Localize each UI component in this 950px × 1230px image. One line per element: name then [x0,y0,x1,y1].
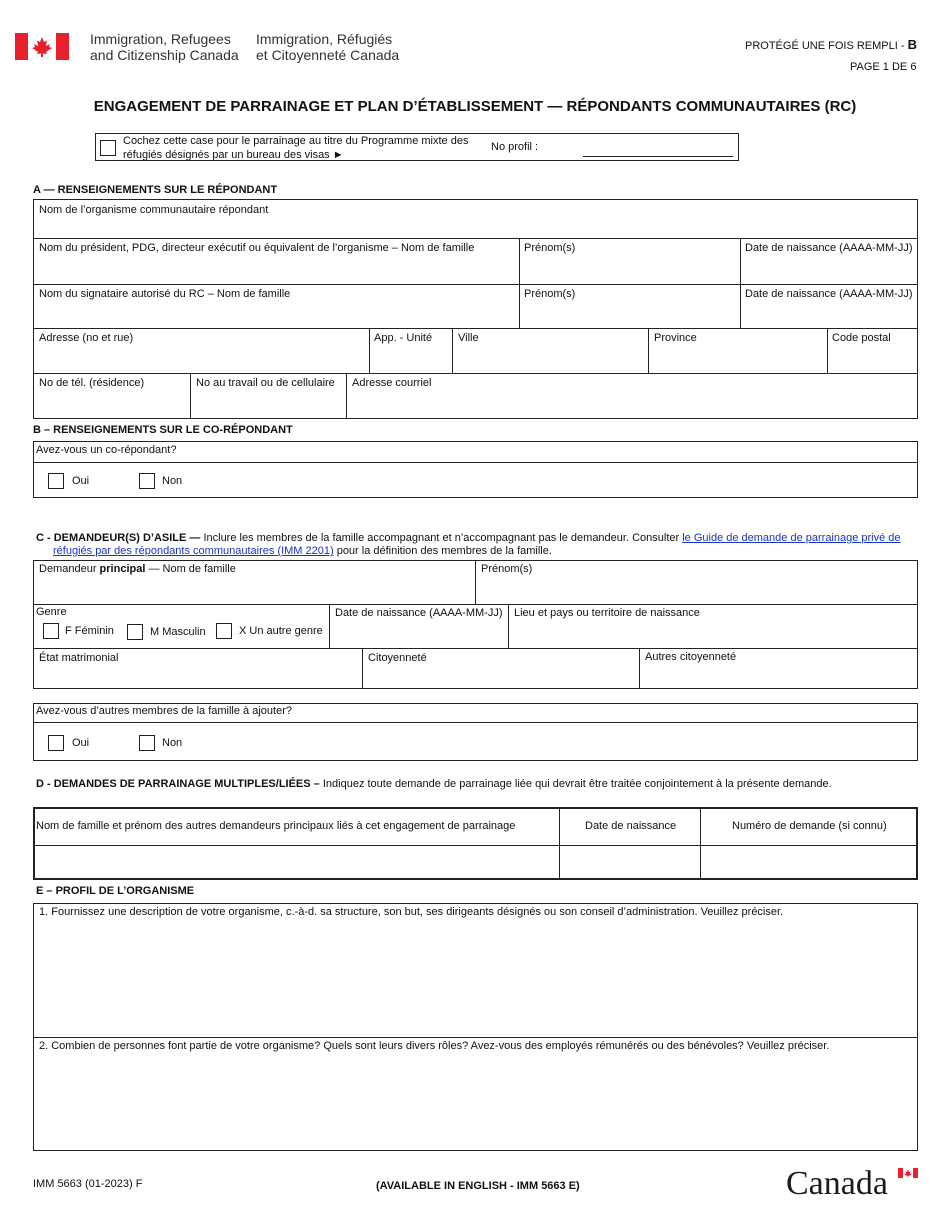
page-number: PAGE 1 DE 6 [850,61,917,73]
postal-code-field[interactable]: Code postal [832,332,891,344]
agency-name-fr-line1: Immigration, Réfugiés [256,31,393,47]
family-no-checkbox[interactable] [139,735,155,751]
section-e-title: E – PROFIL DE L’ORGANISME [36,885,195,897]
org-description-input[interactable] [35,922,916,1035]
gender-label: Genre [36,606,67,618]
principal-family-name-field[interactable] [39,563,236,576]
co-sponsor-question: Avez-vous un co-répondant? [36,444,177,456]
available-in-english: (AVAILABLE IN ENGLISH - IMM 5663 E) [376,1180,580,1192]
profile-number-label: No profil : [491,141,539,153]
section-a-title: A — RENSEIGNEMENTS SUR LE RÉPONDANT [33,184,278,196]
section-d-heading [36,778,832,791]
section-d-intro: Indiquez toute demande de parrainage liée qui devrait être traitée conjointement à la présente demande. [319,778,832,790]
principal-suffix: — Nom de famille [145,563,236,575]
section-d-title: D - DEMANDES DE PARRAINAGE MULTIPLES/LIÉES – [36,778,320,790]
section-c-intro-text: Inclure les membres de la famille accompagnant et n’accompagnant pas le demandeur. Consulter [200,532,683,544]
linked-appno-header: Numéro de demande (si connu) [732,820,887,832]
president-dob-field[interactable]: Date de naissance (AAAA-MM-JJ) [745,242,913,254]
family-yes-checkbox[interactable] [48,735,64,751]
bvor-checkbox[interactable] [100,140,116,156]
agency-name-en-line1: Immigration, Refugees [90,31,231,47]
principal-given-names-field[interactable]: Prénom(s) [481,563,533,575]
bvor-label-line2: réfugiés désignés par un bureau des visas ► [123,149,344,161]
principal-prefix: Demandeur [39,563,100,575]
agency-name-fr-line2: et Citoyenneté Canada [256,47,400,63]
apt-unit-field[interactable]: App. - Unité [374,332,433,344]
guide-link-part1[interactable]: le Guide de demande de parrainage privé de [682,532,901,544]
protected-label [745,38,917,53]
home-phone-field[interactable]: No de tél. (résidence) [39,377,145,389]
section-c-intro-line2 [53,545,552,558]
family-members-question: Avez-vous d’autres membres de la famille à ajouter? [36,705,292,717]
address-field[interactable]: Adresse (no et rue) [39,332,134,344]
protected-text: PROTÉGÉ UNE FOIS REMPLI - [745,40,905,52]
family-yes-label: Oui [72,737,90,749]
family-no-label: Non [162,737,183,749]
citizenship-field[interactable]: Citoyenneté [368,652,427,664]
principal-bold: principal [99,563,146,575]
linked-names-input[interactable] [35,847,558,878]
gender-m-checkbox[interactable] [127,624,143,640]
work-phone-field[interactable]: No au travail ou de cellulaire [196,377,335,389]
linked-appno-input[interactable] [702,847,916,878]
section-b-title: B – RENSEIGNEMENTS SUR LE CO-RÉPONDANT [33,424,293,436]
birthplace-field[interactable]: Lieu et pays ou territoire de naissance [514,607,700,619]
section-a-table [33,199,918,419]
form-number: IMM 5663 (01-2023) F [33,1178,143,1190]
linked-dob-header: Date de naissance [585,820,677,832]
canada-flag-icon [15,33,69,60]
president-given-names-field[interactable]: Prénom(s) [524,242,576,254]
signatory-dob-field[interactable]: Date de naissance (AAAA-MM-JJ) [745,288,913,300]
co-sponsor-no-checkbox[interactable] [139,473,155,489]
agency-name-en-line2: and Citizenship Canada [90,47,239,63]
gender-f-label: F Féminin [65,625,114,637]
org-name-field[interactable]: Nom de l’organisme communautaire répondant [39,204,269,216]
gender-f-checkbox[interactable] [43,623,59,639]
section-c-intro [36,532,901,545]
guide-link-part2[interactable]: réfugiés par des répondants communautaires (IMM 2201) [53,545,334,557]
gender-x-label: X Un autre genre [239,625,323,637]
co-sponsor-yes-checkbox[interactable] [48,473,64,489]
president-name-field[interactable]: Nom du président, PDG, directeur exécutif ou équivalent de l’organisme – Nom de famille [39,242,475,254]
org-members-question: 2. Combien de personnes font partie de votre organisme? Quels sont leurs divers rôles? Avez-vous des employés rémunérés ou des bénévoles? Veuillez préciser. [39,1040,830,1052]
marital-status-field[interactable]: État matrimonial [39,652,119,664]
form-title: ENGAGEMENT DE PARRAINAGE ET PLAN D’ÉTABLISSEMENT — RÉPONDANTS COMMUNAUTAIRES (RC) [93,98,857,115]
co-sponsor-yes-label: Oui [72,475,90,487]
principal-dob-field[interactable]: Date de naissance (AAAA-MM-JJ) [335,607,503,619]
co-sponsor-no-label: Non [162,475,183,487]
linked-names-header: Nom de famille et prénom des autres demandeurs principaux liés à cet engagement de parrainage [36,820,516,832]
signatory-name-field[interactable]: Nom du signataire autorisé du RC – Nom de famille [39,288,291,300]
canada-wordmark: Canada [786,1165,888,1202]
signatory-given-names-field[interactable]: Prénom(s) [524,288,576,300]
province-field[interactable]: Province [654,332,697,344]
section-c-outro: pour la définition des membres de la famille. [333,545,552,557]
profile-number-input[interactable] [583,156,733,157]
other-citizenship-field[interactable]: Autres citoyenneté [645,651,737,663]
wordmark-flag-icon [898,1168,918,1178]
org-members-input[interactable] [35,1056,916,1149]
section-c-title: C - DEMANDEUR(S) D’ASILE — [36,532,201,544]
bvor-label-line1: Cochez cette case pour le parrainage au titre du Programme mixte des [123,135,469,147]
gender-m-label: M Masculin [150,626,206,638]
org-description-question: 1. Fournissez une description de votre organisme, c.-à-d. sa structure, son but, ses dirigeants désignés ou son conseil d’administration. Veuillez préciser. [39,906,784,918]
gender-x-checkbox[interactable] [216,623,232,639]
linked-dob-input[interactable] [561,847,699,878]
email-field[interactable]: Adresse courriel [352,377,432,389]
city-field[interactable]: Ville [458,332,479,344]
protected-letter: B [907,37,917,52]
